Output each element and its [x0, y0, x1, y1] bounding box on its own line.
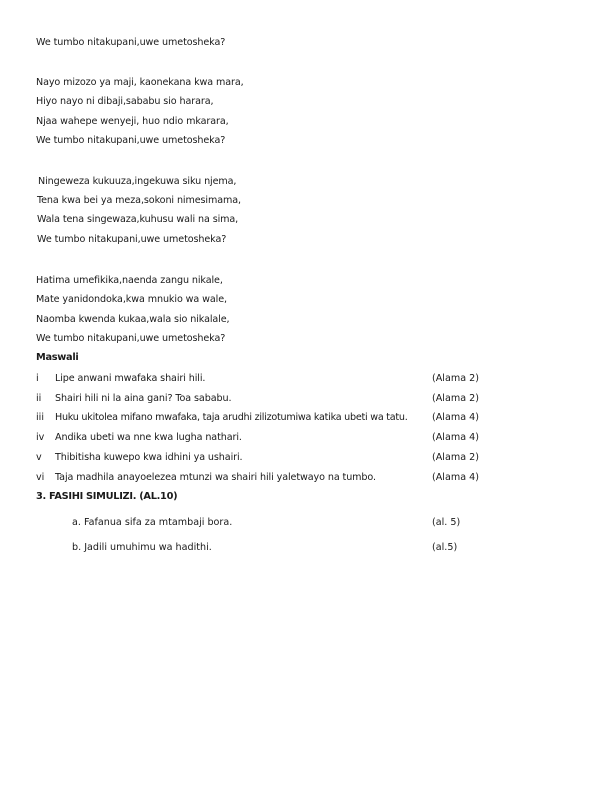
question-number: vi — [36, 472, 45, 483]
subquestion-marks: (al.5) — [432, 542, 458, 553]
poem-line: We tumbo nitakupani,uwe umetosheka? — [36, 333, 226, 344]
poem-line: Nayo mizozo ya maji, kaonekana kwa mara, — [36, 77, 244, 88]
question-marks: (Alama 2) — [432, 373, 479, 384]
question-number: i — [36, 373, 39, 384]
question-text: Shairi hili ni la aina gani? Toa sababu. — [55, 393, 232, 404]
subquestion-text: b. Jadili umuhimu wa hadithi. — [72, 542, 212, 553]
poem-line: Mate yanidondoka,kwa mnukio wa wale, — [36, 294, 227, 305]
poem-line: Naomba kwenda kukaa,wala sio nikalale, — [36, 314, 230, 325]
poem-line: Ningeweza kukuuza,ingekuwa siku njema, — [38, 176, 237, 187]
questions-heading: Maswali — [36, 352, 79, 363]
question-text: Huku ukitolea mifano mwafaka, taja arudhi zilizotumiwa katika ubeti wa tatu. — [55, 412, 408, 423]
question-text: Thibitisha kuwepo kwa idhini ya ushairi. — [55, 452, 243, 463]
subquestion-marks: (al. 5) — [432, 517, 461, 528]
poem-line: We tumbo nitakupani,uwe umetosheka? — [36, 135, 226, 146]
question-text: Lipe anwani mwafaka shairi hili. — [55, 373, 206, 384]
question-marks: (Alama 2) — [432, 452, 479, 463]
question-marks: (Alama 4) — [432, 432, 479, 443]
question-number: v — [36, 452, 42, 463]
question-text: Taja madhila anayoelezea mtunzi wa shairi hili yaletwayo na tumbo. — [55, 472, 376, 483]
question-number: iii — [36, 412, 44, 423]
question-number: ii — [36, 393, 42, 404]
question-marks: (Alama 2) — [432, 393, 479, 404]
question-marks: (Alama 4) — [432, 472, 479, 483]
poem-line: Hiyo nayo ni dibaji,sababu sio harara, — [36, 96, 214, 107]
poem-line: Tena kwa bei ya meza,sokoni nimesimama, — [37, 195, 241, 206]
poem-line: We tumbo nitakupani,uwe umetosheka? — [36, 37, 226, 48]
question-number: iv — [36, 432, 45, 443]
poem-line: Njaa wahepe wenyeji, huo ndio mkarara, — [36, 116, 229, 127]
poem-line: Hatima umefikika,naenda zangu nikale, — [36, 275, 223, 286]
question-text: Andika ubeti wa nne kwa lugha nathari. — [55, 432, 242, 443]
poem-line: We tumbo nitakupani,uwe umetosheka? — [37, 234, 227, 245]
question-marks: (Alama 4) — [432, 412, 479, 423]
section3-heading: 3. FASIHI SIMULIZI. (AL.10) — [36, 491, 178, 502]
poem-line: Wala tena singewaza,kuhusu wali na sima, — [37, 214, 239, 225]
subquestion-text: a. Fafanua sifa za mtambaji bora. — [72, 517, 233, 528]
